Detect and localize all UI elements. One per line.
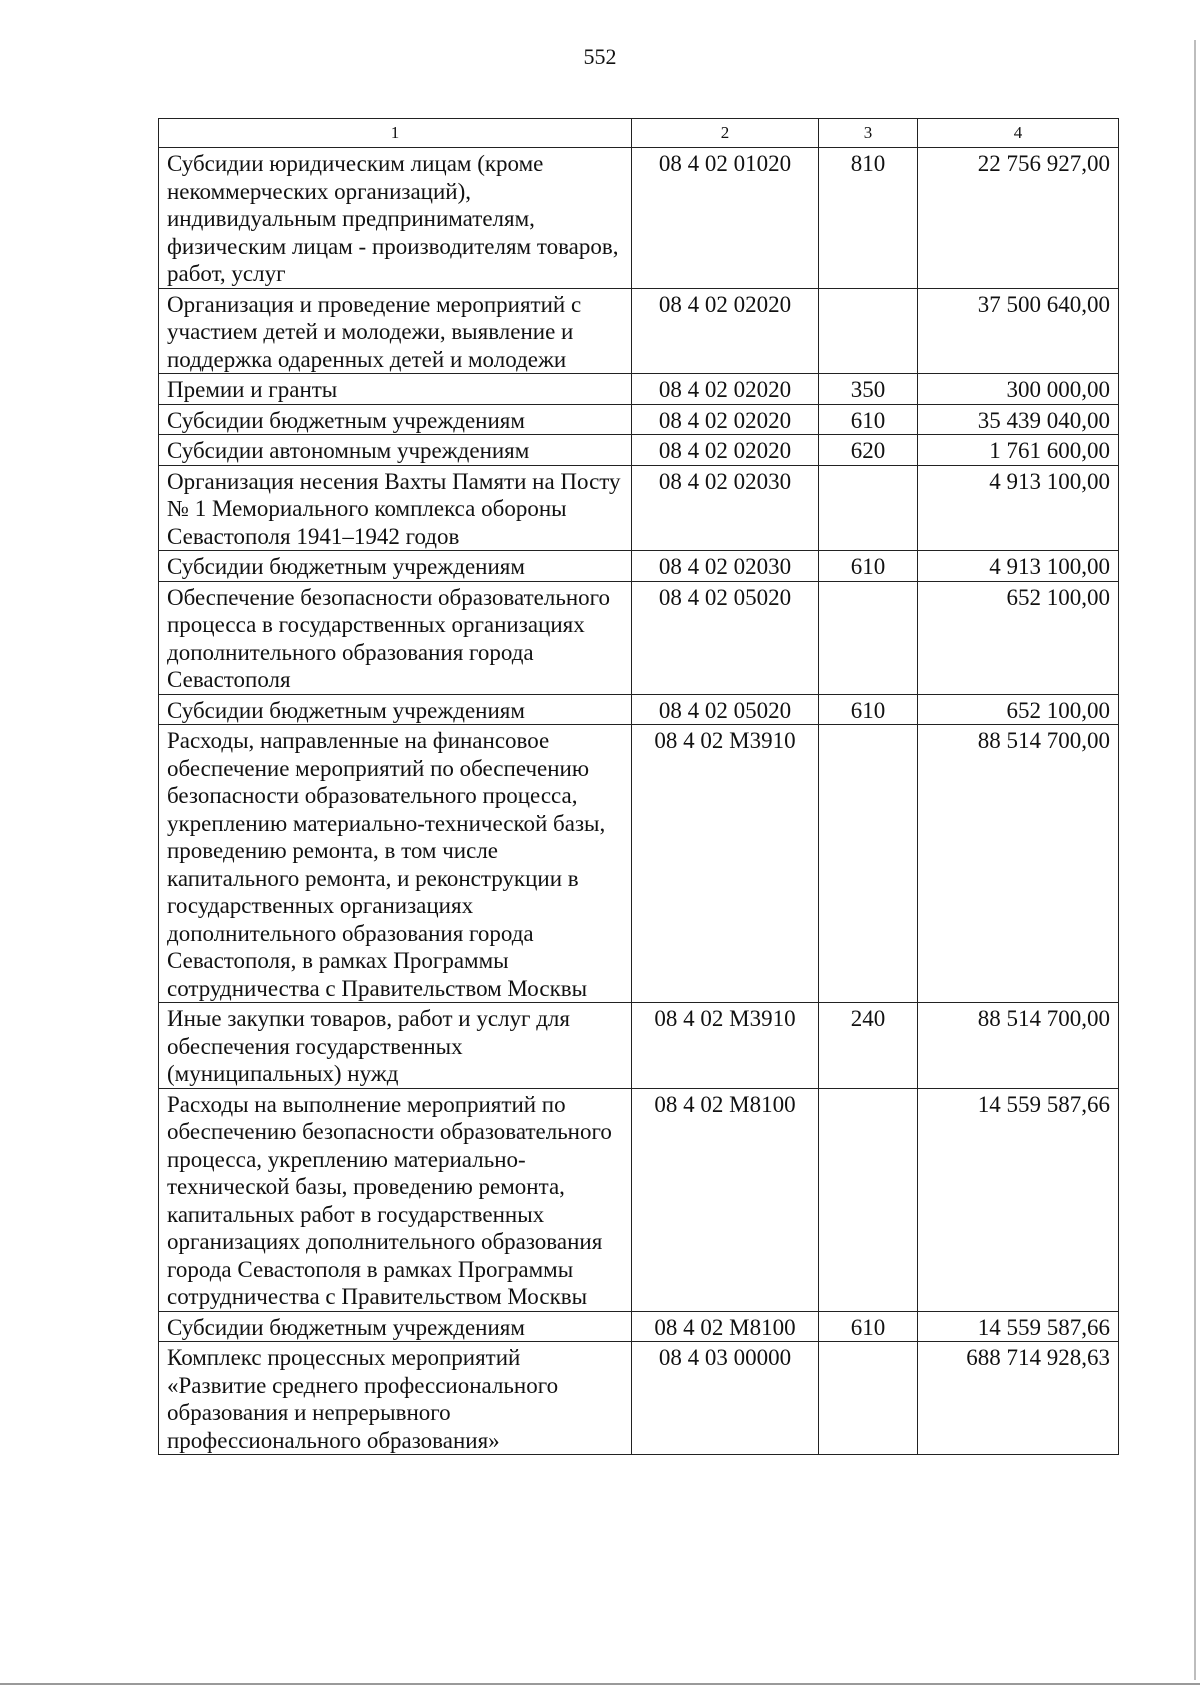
- row-amount-cell: 1 761 600,00: [918, 435, 1119, 466]
- row-code-cell: 08 4 03 00000: [632, 1342, 819, 1455]
- table-row: [159, 148, 1119, 289]
- row-code-cell: 08 4 02 02020: [632, 404, 819, 435]
- row-type-cell: [819, 288, 918, 374]
- row-name-cell: Субсидии бюджетным учреждениям: [159, 404, 632, 435]
- header-cell-3: 3: [819, 119, 918, 148]
- table-row: [159, 694, 1119, 725]
- row-code-cell: 08 4 02 02030: [632, 551, 819, 582]
- row-type-cell: 610: [819, 404, 918, 435]
- row-name-cell: Премии и гранты: [159, 374, 632, 405]
- scan-edge-bottom: [0, 1683, 1200, 1685]
- table-row: [159, 1342, 1119, 1455]
- row-type-cell: [819, 725, 918, 1003]
- budget-table: [158, 118, 1119, 1455]
- row-code-cell: 08 4 02 02030: [632, 465, 819, 551]
- row-name-cell: Субсидии автономным учреждениям: [159, 435, 632, 466]
- row-amount-cell: 88 514 700,00: [918, 1003, 1119, 1089]
- row-code-cell: 08 4 02 01020: [632, 148, 819, 289]
- row-amount-cell: 4 913 100,00: [918, 465, 1119, 551]
- row-amount-cell: 37 500 640,00: [918, 288, 1119, 374]
- row-type-cell: 350: [819, 374, 918, 405]
- row-amount-cell: 88 514 700,00: [918, 725, 1119, 1003]
- row-amount-cell: 14 559 587,66: [918, 1311, 1119, 1342]
- row-name-cell: Субсидии бюджетным учреждениям: [159, 551, 632, 582]
- row-type-cell: 610: [819, 1311, 918, 1342]
- table-row: [159, 288, 1119, 374]
- row-amount-cell: 35 439 040,00: [918, 404, 1119, 435]
- table-row: [159, 374, 1119, 405]
- row-type-cell: 240: [819, 1003, 918, 1089]
- header-cell-2: 2: [632, 119, 819, 148]
- row-name-cell: Организация несения Вахты Памяти на Посту № 1 Мемориального комплекса обороны Севастополя 1941–1942 годов: [159, 465, 632, 551]
- row-name-cell: Комплекс процессных мероприятий «Развитие среднего профессионального образования и непрерывного профессионального образования»: [159, 1342, 632, 1455]
- row-name-cell: Расходы, направленные на финансовое обеспечение мероприятий по обеспечению безопасности образовательного процесса, укреплению материально-технической базы, проведению ремонта, в том числе капитального ремонта, и реконструкции в государственных организациях дополнительного образования города Севастополя, в рамках Программы сотрудничества с Правительством Москвы: [159, 725, 632, 1003]
- table-header: [159, 119, 1119, 148]
- row-type-cell: [819, 581, 918, 694]
- table-row: [159, 435, 1119, 466]
- row-amount-cell: 22 756 927,00: [918, 148, 1119, 289]
- row-name-cell: Иные закупки товаров, работ и услуг для обеспечения государственных (муниципальных) нужд: [159, 1003, 632, 1089]
- row-type-cell: [819, 465, 918, 551]
- table-row: [159, 1003, 1119, 1089]
- row-name-cell: Организация и проведение мероприятий с участием детей и молодежи, выявление и поддержка одаренных детей и молодежи: [159, 288, 632, 374]
- table-body: [159, 148, 1119, 1455]
- row-type-cell: 620: [819, 435, 918, 466]
- row-type-cell: [819, 1088, 918, 1311]
- row-code-cell: 08 4 02 М3910: [632, 725, 819, 1003]
- row-code-cell: 08 4 02 02020: [632, 435, 819, 466]
- table-row: [159, 551, 1119, 582]
- row-code-cell: 08 4 02 05020: [632, 581, 819, 694]
- row-code-cell: 08 4 02 М3910: [632, 1003, 819, 1089]
- table-row: [159, 725, 1119, 1003]
- row-amount-cell: 14 559 587,66: [918, 1088, 1119, 1311]
- row-code-cell: 08 4 02 М8100: [632, 1088, 819, 1311]
- header-cell-1: 1: [159, 119, 632, 148]
- row-type-cell: [819, 1342, 918, 1455]
- table-row: [159, 1311, 1119, 1342]
- table-row: [159, 1088, 1119, 1311]
- row-code-cell: 08 4 02 М8100: [632, 1311, 819, 1342]
- row-code-cell: 08 4 02 05020: [632, 694, 819, 725]
- page-number: 552: [583, 44, 617, 69]
- table-row: [159, 581, 1119, 694]
- table-row: [159, 404, 1119, 435]
- row-code-cell: 08 4 02 02020: [632, 374, 819, 405]
- scan-edge-right: [1194, 40, 1196, 1680]
- table-row: [159, 465, 1119, 551]
- row-type-cell: 810: [819, 148, 918, 289]
- row-amount-cell: 652 100,00: [918, 581, 1119, 694]
- row-name-cell: Субсидии бюджетным учреждениям: [159, 1311, 632, 1342]
- row-type-cell: 610: [819, 551, 918, 582]
- row-name-cell: Обеспечение безопасности образовательного процесса в государственных организациях дополнительного образования города Севастополя: [159, 581, 632, 694]
- row-amount-cell: 688 714 928,63: [918, 1342, 1119, 1455]
- row-amount-cell: 652 100,00: [918, 694, 1119, 725]
- header-cell-4: 4: [918, 119, 1119, 148]
- row-type-cell: 610: [819, 694, 918, 725]
- header-row: [159, 119, 1119, 148]
- row-name-cell: Расходы на выполнение мероприятий по обеспечению безопасности образовательного процесса, укреплению материально-технической базы, проведению ремонта, капитальных работ в государственных организациях дополнительного образования города Севастополя в рамках Программы сотрудничества с Правительством Москвы: [159, 1088, 632, 1311]
- row-name-cell: Субсидии бюджетным учреждениям: [159, 694, 632, 725]
- row-code-cell: 08 4 02 02020: [632, 288, 819, 374]
- row-amount-cell: 4 913 100,00: [918, 551, 1119, 582]
- row-amount-cell: 300 000,00: [918, 374, 1119, 405]
- row-name-cell: Субсидии юридическим лицам (кроме некоммерческих организаций), индивидуальным предпринимателям, физическим лицам - производителям товаров, работ, услуг: [159, 148, 632, 289]
